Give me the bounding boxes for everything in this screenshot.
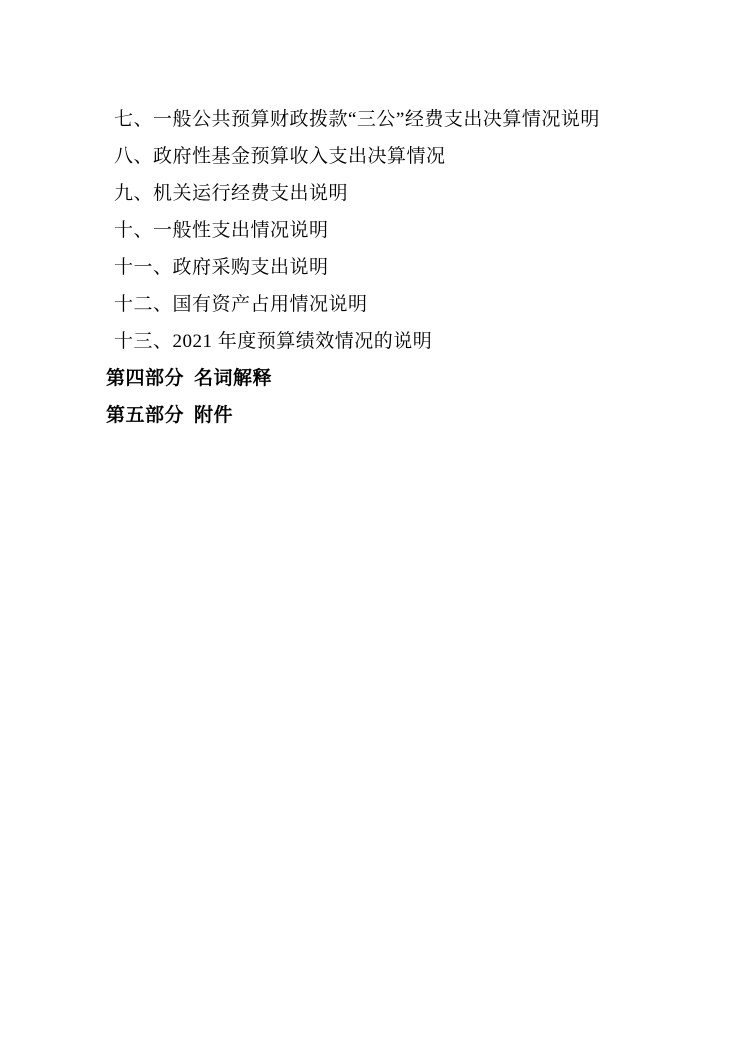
document-content	[106, 101, 692, 434]
toc-item-11: 十一、政府采购支出说明	[114, 257, 329, 278]
toc-item-9: 九、机关运行经费支出说明	[114, 183, 349, 204]
section-header-part-5	[106, 397, 692, 434]
toc-item-10: 十、一般性支出情况说明	[114, 220, 329, 241]
section-part-title: 附件	[194, 405, 234, 426]
toc-item-7: 七、一般公共预算财政拨款“三公”经费支出决算情况说明	[114, 109, 600, 130]
section-part-title: 名词解释	[194, 368, 273, 389]
toc-item-13: 十三、2021 年度预算绩效情况的说明	[114, 331, 433, 352]
section-part-label: 第四部分	[106, 368, 185, 389]
section-part-label: 第五部分	[106, 405, 185, 426]
toc-item-12: 十二、国有资产占用情况说明	[114, 294, 368, 315]
section-header-part-4	[106, 360, 692, 397]
toc-item-8: 八、政府性基金预算收入支出决算情况	[114, 146, 446, 167]
